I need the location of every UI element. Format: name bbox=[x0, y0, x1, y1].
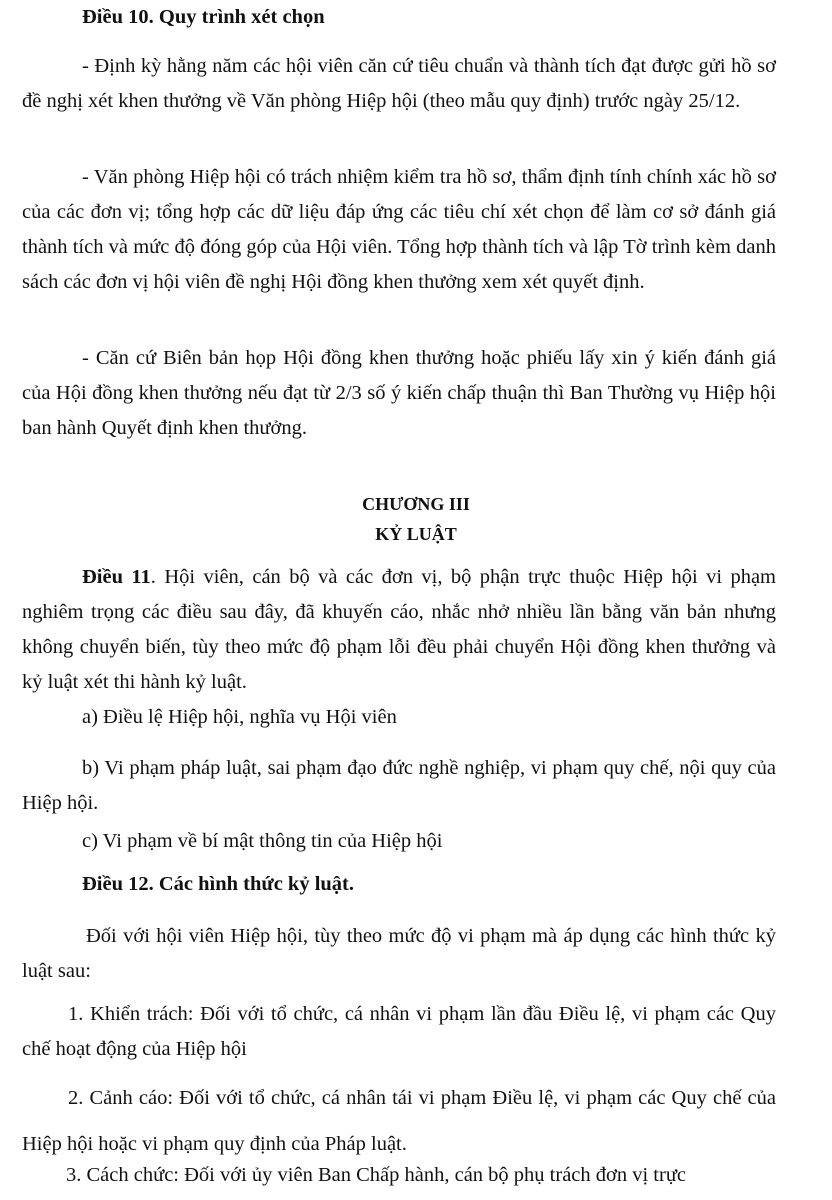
article-11-label: Điều 11 bbox=[82, 566, 151, 588]
article-12-heading: Điều 12. Các hình thức kỷ luật. bbox=[82, 873, 355, 895]
article-11-text: . Hội viên, cán bộ và các đơn vị, bộ phận trực thuộc Hiệp hội vi phạm nghiêm trọng các điều sau đây, đã khuyến cáo, nhắc nhở nhiều lần bằng văn bản nhưng không chuyển biến, tùy theo mức độ phạm lỗi đều phải chuyển Hội đồng khen thưởng và kỷ luật xét thi hành kỷ luật. bbox=[22, 566, 776, 693]
article-12-intro: Đối với hội viên Hiệp hội, tùy theo mức độ vi phạm mà áp dụng các hình thức kỷ luật sau: bbox=[22, 925, 776, 982]
chapter-number: CHƯƠNG III bbox=[362, 494, 470, 514]
article-10-heading: Điều 10. Quy trình xét chọn bbox=[82, 6, 325, 28]
article-10-paragraph-2: - Văn phòng Hiệp hội có trách nhiệm kiểm tra hồ sơ, thẩm định tính chính xác hồ sơ của các đơn vị; tổng hợp các dữ liệu đáp ứng các tiêu chí xét chọn để làm cơ sở đánh giá thành tích và mức độ đóng góp của Hội viên. Tổng hợp thành tích và lập Tờ trình kèm danh sách các đơn vị hội viên đề nghị Hội đồng khen thưởng xem xét quyết định. bbox=[22, 166, 776, 293]
article-12-item-2: 2. Cảnh cáo: Đối với tổ chức, cá nhân tái vi phạm Điều lệ, vi phạm các Quy chế của Hiệp hội hoặc vi phạm quy định của Pháp luật. bbox=[22, 1087, 776, 1155]
article-11-item-c: c) Vi phạm về bí mật thông tin của Hiệp hội bbox=[82, 830, 443, 852]
article-10-paragraph-3: - Căn cứ Biên bản họp Hội đồng khen thưởng hoặc phiếu lấy xin ý kiến đánh giá của Hội đồng khen thưởng nếu đạt từ 2/3 số ý kiến chấp thuận thì Ban Thường vụ Hiệp hội ban hành Quyết định khen thưởng. bbox=[22, 347, 776, 439]
article-12-item-1: 1. Khiển trách: Đối với tổ chức, cá nhân vi phạm lần đầu Điều lệ, vi phạm các Quy chế hoạt động của Hiệp hội bbox=[22, 1003, 776, 1060]
article-11-item-a: a) Điều lệ Hiệp hội, nghĩa vụ Hội viên bbox=[82, 706, 397, 728]
article-11-item-b: b) Vi phạm pháp luật, sai phạm đạo đức nghề nghiệp, vi phạm quy chế, nội quy của Hiệp hội. bbox=[22, 757, 776, 814]
chapter-title: KỶ LUẬT bbox=[375, 524, 457, 544]
article-10-paragraph-1: - Định kỳ hằng năm các hội viên căn cứ tiêu chuẩn và thành tích đạt được gửi hồ sơ đề nghị xét khen thưởng về Văn phòng Hiệp hội (theo mẫu quy định) trước ngày 25/12. bbox=[22, 55, 776, 112]
article-11-paragraph bbox=[22, 560, 776, 700]
article-12-item-3: 3. Cách chức: Đối với ủy viên Ban Chấp hành, cán bộ phụ trách đơn vị trực bbox=[66, 1164, 687, 1186]
